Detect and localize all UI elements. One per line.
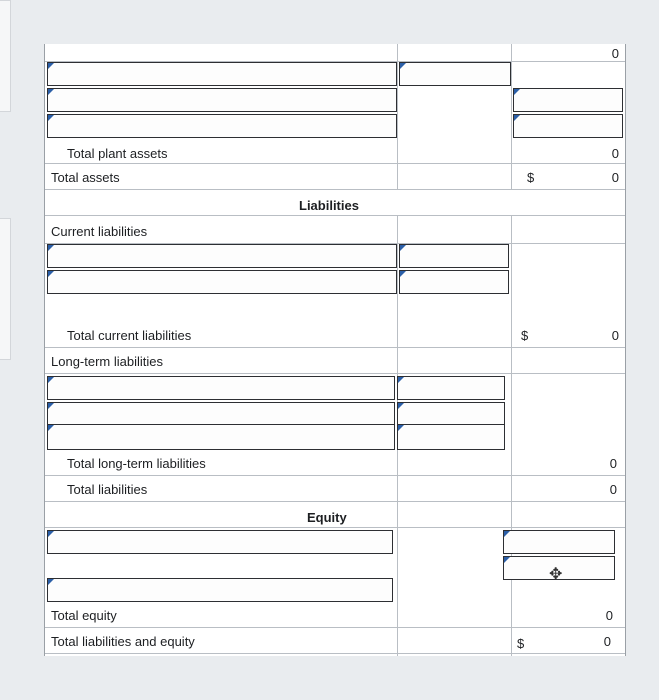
- equity-account-input-2[interactable]: [47, 578, 393, 602]
- table-row: [45, 190, 625, 216]
- asset-account-input-1[interactable]: [47, 62, 397, 86]
- long-term-liability-account-input-1[interactable]: [47, 376, 395, 400]
- total-liabilities-and-equity-label: Total liabilities and equity: [51, 634, 195, 649]
- table-row: [45, 44, 625, 62]
- left-edge-tab-bottom: [0, 218, 11, 360]
- long-term-liability-account-input-3[interactable]: [47, 424, 395, 450]
- balance-sheet-table: [44, 44, 626, 656]
- asset-amount-input-3[interactable]: [513, 114, 623, 138]
- long-term-liability-amount-input-3[interactable]: [397, 424, 505, 450]
- table-row: [45, 216, 625, 244]
- liabilities-header: Liabilities: [299, 198, 359, 213]
- equity-account-input-1[interactable]: [47, 530, 393, 554]
- total-liabilities-label: Total liabilities: [67, 482, 148, 497]
- long-term-liability-amount-input-2[interactable]: [397, 402, 505, 426]
- total-liabilities-and-equity-value: 0: [603, 634, 611, 649]
- total-current-liabilities-label: Total current liabilities: [67, 328, 192, 343]
- equity-header: Equity: [307, 510, 347, 525]
- current-liability-account-input-1[interactable]: [47, 244, 397, 268]
- table-row: [45, 450, 625, 476]
- total-equity-value: 0: [605, 608, 613, 623]
- table-row: [45, 502, 625, 528]
- current-liability-account-input-2[interactable]: [47, 270, 397, 294]
- total-long-term-liabilities-value: 0: [609, 456, 617, 471]
- table-row: [45, 164, 625, 190]
- top-value: 0: [611, 46, 619, 61]
- current-liabilities-label: Current liabilities: [51, 224, 148, 239]
- total-current-liabilities-dollar: $: [521, 328, 529, 343]
- table-row: [45, 476, 625, 502]
- table-row: [45, 602, 625, 628]
- equity-amount-input-1[interactable]: [503, 530, 615, 554]
- total-liabilities-value: 0: [609, 482, 617, 497]
- left-edge-tab-top: [0, 0, 11, 112]
- current-liability-amount-input-1[interactable]: [399, 244, 509, 268]
- total-current-liabilities-value: 0: [611, 328, 619, 343]
- total-equity-label: Total equity: [51, 608, 117, 623]
- asset-account-input-3[interactable]: [47, 114, 397, 138]
- total-assets-dollar: $: [527, 170, 535, 185]
- current-liability-amount-input-2[interactable]: [399, 270, 509, 294]
- asset-amount-input-2[interactable]: [513, 88, 623, 112]
- table-row: [45, 348, 625, 374]
- table-row: [45, 140, 625, 164]
- total-liabilities-and-equity-dollar: $: [517, 636, 525, 651]
- table-row: [45, 628, 625, 654]
- total-long-term-liabilities-label: Total long-term liabilities: [67, 456, 206, 471]
- asset-account-input-2[interactable]: [47, 88, 397, 112]
- total-plant-assets-value: 0: [611, 146, 619, 161]
- move-cursor-icon: ✥: [549, 566, 563, 583]
- total-assets-label: Total assets: [51, 170, 120, 185]
- total-assets-value: 0: [611, 170, 619, 185]
- long-term-liabilities-label: Long-term liabilities: [51, 354, 163, 369]
- long-term-liability-amount-input-1[interactable]: [397, 376, 505, 400]
- table-row: [45, 322, 625, 348]
- long-term-liability-account-input-2[interactable]: [47, 402, 395, 426]
- asset-amount-input-1[interactable]: [399, 62, 511, 86]
- total-plant-assets-label: Total plant assets: [67, 146, 168, 161]
